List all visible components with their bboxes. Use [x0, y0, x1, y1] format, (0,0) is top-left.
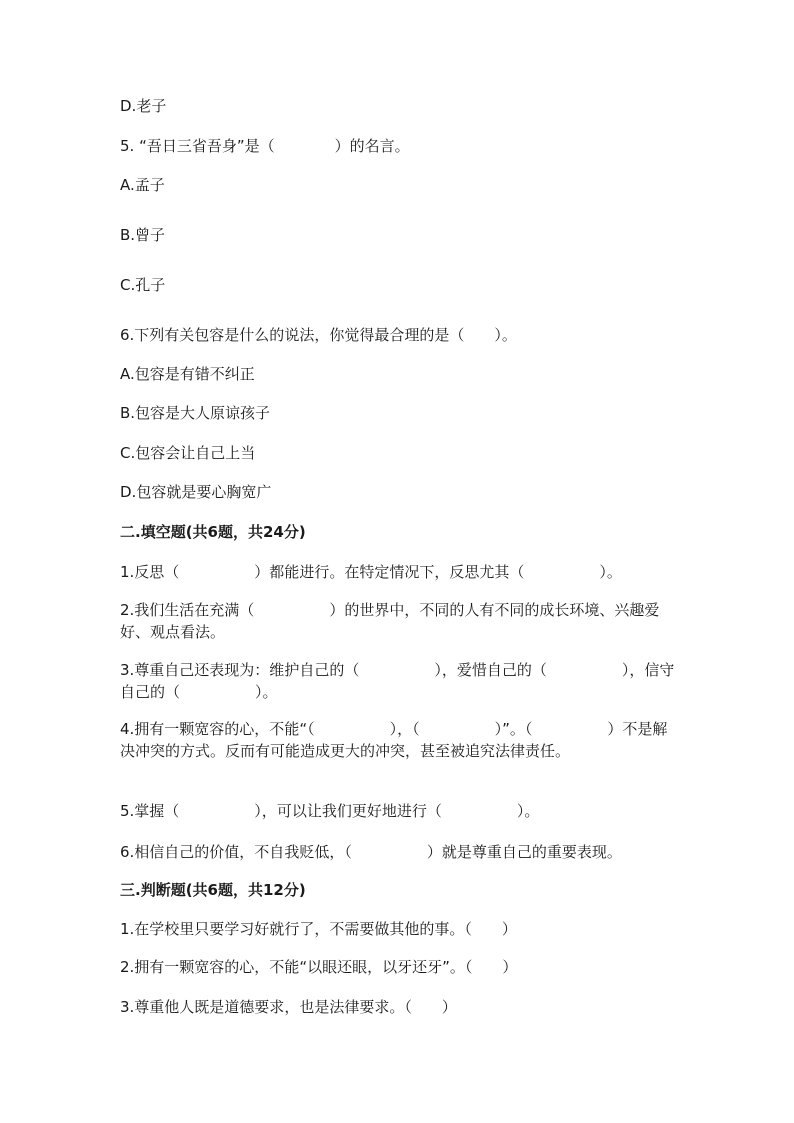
q5-option-b: B.曾子: [120, 226, 166, 244]
q6-option-c: C.包容会让自己上当: [120, 444, 256, 462]
fill-item-5: 5.掌握（ ），可以让我们更好地进行（ ）。: [120, 802, 540, 820]
q5-stem: 5. “吾日三省吾身”是（ ）的名言。: [120, 137, 410, 155]
q6-stem: 6.下列有关包容是什么的说法，你觉得最合理的是（ ）。: [120, 326, 517, 344]
fill-item-4: 4.拥有一颗宽容的心，不能“（ ），（ ）”。（ ）不是解决冲突的方式。反而有可能造成更大的冲突，甚至被追究法律责任。: [120, 720, 668, 760]
fill-item-3: 3.尊重自己还表现为：维护自己的（ ），爱惜自己的（ ），信守自己的（ ）。: [120, 661, 675, 701]
judge-item-3: 3.尊重他人既是道德要求，也是法律要求。（ ）: [120, 998, 457, 1016]
judge-item-2: 2.拥有一颗宽容的心，不能“以眼还眼，以牙还牙”。（ ）: [120, 958, 518, 976]
prev-option-d: D.老子: [120, 97, 167, 115]
section3-heading: 三.判断题(共6题，共12分): [120, 881, 306, 899]
q6-option-d: D.包容就是要心胸宽广: [120, 483, 272, 501]
q6-option-b: B.包容是大人原谅孩子: [120, 404, 271, 422]
fill-item-1: 1.反思（ ）都能进行。在特定情况下，反思尤其（ ）。: [120, 563, 622, 581]
section2-heading: 二.填空题(共6题，共24分): [120, 523, 306, 541]
q6-option-a: A.包容是有错不纠正: [120, 365, 255, 383]
q5-option-c: C.孔子: [120, 276, 166, 294]
judge-item-1: 1.在学校里只要学习好就行了，不需要做其他的事。（ ）: [120, 920, 517, 938]
fill-item-2: 2.我们生活在充满（ ）的世界中，不同的人有不同的成长环境、兴趣爱好、观点看法。: [120, 601, 660, 641]
q5-option-a: A.孟子: [120, 176, 165, 194]
fill-item-6: 6.相信自己的价值，不自我贬低，（ ）就是尊重自己的重要表现。: [120, 843, 622, 861]
